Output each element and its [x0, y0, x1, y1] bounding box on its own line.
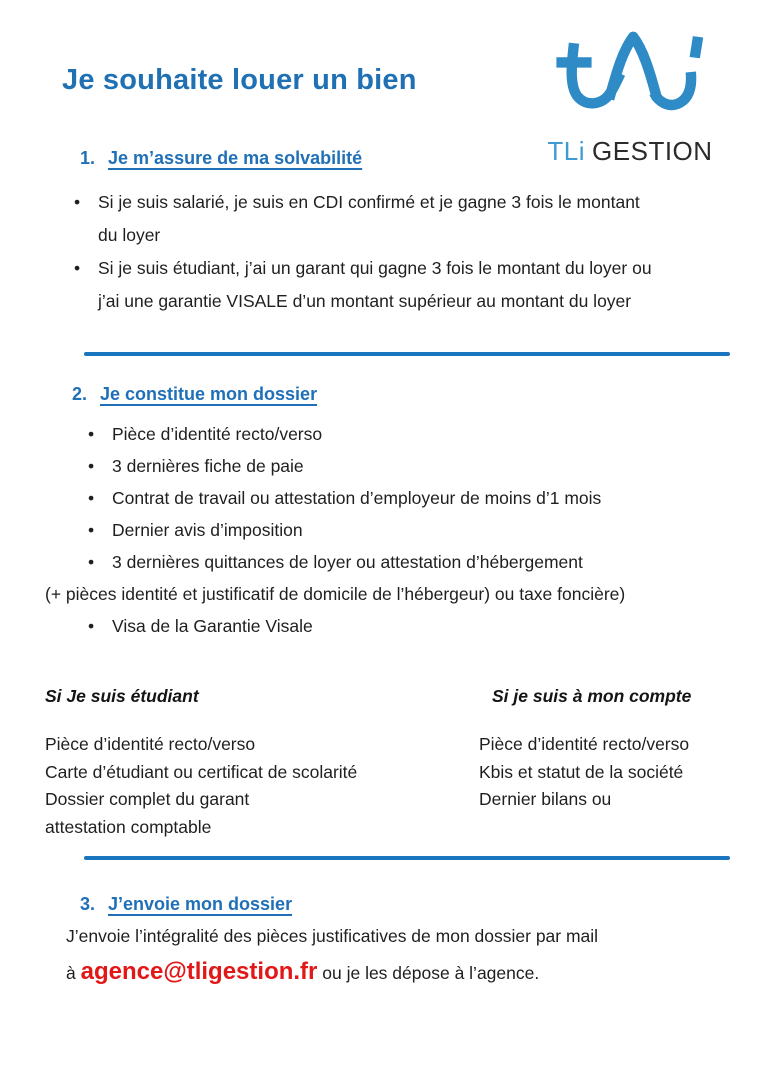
section-1-heading-text: Je m’assure de ma solvabilité [108, 148, 363, 168]
dossier-documents-block [0, 418, 763, 642]
column-item: Kbis et statut de la société [479, 761, 684, 782]
self-employed-column-header: Si je suis à mon compte [492, 686, 692, 706]
bullet-item: • Si je suis étudiant, j’ai un garant qui gagne 3 fois le montant du loyer ou j’ai une garantie VISALE d’un montant supérieur au montant du loyer [72, 252, 660, 318]
section-3-heading [80, 894, 292, 915]
profile-columns [45, 686, 733, 841]
section-2-number: 2. [72, 384, 88, 404]
dossier-bullet-list [0, 418, 763, 578]
logo-text [532, 136, 728, 167]
send-instructions-line1: J’envoie l’intégralité des pièces justificatives de mon dossier par mail [66, 926, 599, 946]
student-column [45, 686, 357, 841]
agency-email-link[interactable]: agence@tligestion.fr [80, 958, 318, 985]
company-logo [532, 16, 728, 167]
dossier-bullet-list-tail [0, 610, 763, 642]
send-line2-suffix: ou je les dépose à l’agence. [317, 963, 540, 983]
solvency-bullet-list [72, 186, 660, 318]
section-3-number: 3. [80, 894, 96, 914]
column-item: Pièce d’identité recto/verso [479, 734, 690, 754]
bullet-item: • 3 dernières fiche de paie [86, 450, 763, 482]
tli-monogram-icon [544, 16, 716, 136]
bullet-continuation-text: (+ pièces identité et justificatif de domicile de l’hébergeur) ou taxe foncière) [45, 584, 626, 604]
logo-text-tli: TLi [547, 136, 586, 166]
page-title: Je souhaite louer un bien [62, 64, 417, 96]
divider-line [84, 352, 730, 356]
bullet-item: • Dernier avis d’imposition [86, 514, 763, 546]
bullet-item: • 3 dernières quittances de loyer ou attestation d’hébergement [86, 546, 763, 578]
send-instructions-line2 [66, 954, 539, 991]
divider-line [84, 856, 730, 860]
column-item: Dernier bilans ou [479, 789, 612, 809]
student-column-header: Si Je suis étudiant [45, 686, 199, 706]
section-2-heading-text: Je constitue mon dossier [100, 384, 318, 404]
column-item: Carte d’étudiant ou certificat de scolarité [45, 761, 358, 782]
bullet-item: • Contrat de travail ou attestation d’employeur de moins d’1 mois [86, 482, 763, 514]
logo-text-gestion: GESTION [592, 136, 713, 166]
bullet-item: • Pièce d’identité recto/verso [86, 418, 763, 450]
column-item: Pièce d’identité recto/verso [45, 734, 256, 754]
section-1-heading [80, 148, 362, 169]
self-employed-column [479, 686, 733, 841]
column-item: attestation comptable [45, 816, 212, 837]
bullet-item: • Si je suis salarié, je suis en CDI confirmé et je gagne 3 fois le montant du loyer [72, 186, 660, 252]
section-1-number: 1. [80, 148, 96, 168]
column-item: Dossier complet du garant [45, 789, 250, 809]
send-line2-prefix: à [66, 963, 81, 983]
section-3-heading-text: J’envoie mon dossier [108, 894, 293, 914]
section-2-heading [72, 384, 317, 405]
bullet-item: • Visa de la Garantie Visale [86, 610, 763, 642]
